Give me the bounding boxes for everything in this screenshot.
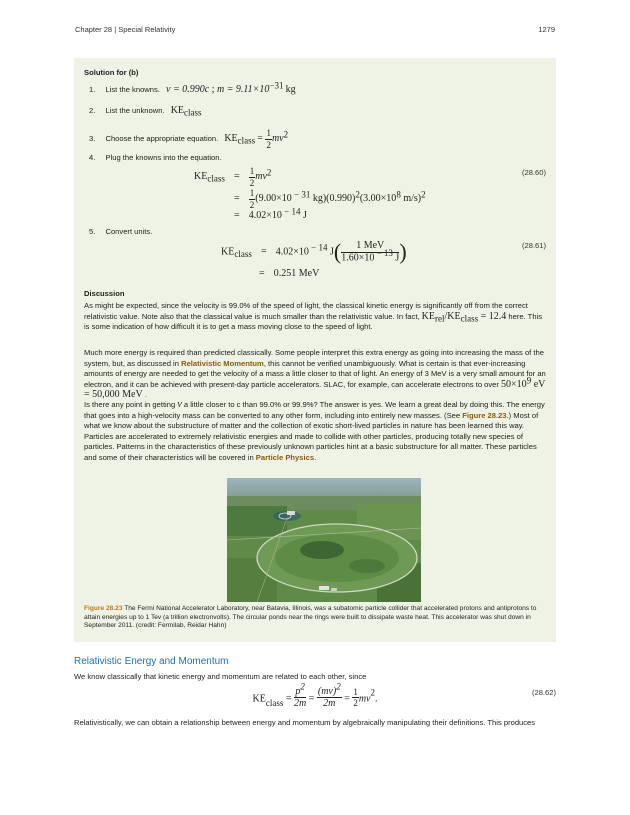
ke-symbol: KE — [221, 246, 235, 258]
equation-62: $KE_{class}$ = $\frac{p^2}{2m}$ = $\frac{(mv)^2}{2m}$ = $\frac{1}{2}$ $mv^2$. — [252, 681, 378, 709]
step-number: 5. — [89, 227, 96, 236]
line2-exponent: − 31 — [291, 189, 311, 200]
fermilab-aerial-photo — [227, 478, 421, 602]
conv-denominator: 1.60×10 — [341, 251, 375, 263]
figure-label: Figure 28.23 — [84, 605, 123, 612]
class-subscript: class — [207, 173, 225, 184]
paragraph-text: Much more energy is required than predicted classically. Some people interpret this extra energy as going into increasing the mass of the system, but, as discussed in — [84, 348, 544, 368]
chapter-header: Chapter 28 | Special Relativity — [75, 25, 176, 34]
equation-61-line-2: = 0.251 MeV — [259, 268, 320, 279]
step-number: 3. — [89, 134, 96, 144]
paragraph-text: , this cannot be verified unambiguously. What is certain is that ever-increasing amounts of energy are needed to get the velocity of a mass a little closer to that of light. An energy of 3 MeV is a very small amount for an electron, and it can be achieved with present-day particle accelerators. SLAC, for example, can accelerate electrons to over — [84, 358, 546, 389]
step-3: 3. Choose the appropriate equation. $KE_{class}$ = $\frac{1}{2}$ $mv^2$ — [89, 128, 289, 150]
line2-part-d: m/s) — [400, 193, 422, 205]
step-text: List the unknown. — [105, 106, 165, 115]
step-number: 4. — [89, 153, 96, 162]
slac-result: eV = 50,000 MeV — [84, 378, 546, 401]
line3-exponent: − 14 — [281, 206, 301, 217]
line2-part-a: (9.00×10 — [255, 193, 292, 205]
line2-exponent-2: 8 — [396, 189, 401, 200]
equation-number-61: (28.61) — [521, 241, 546, 250]
step-2 — [89, 106, 202, 117]
conv-den-exponent: − 13 — [374, 247, 393, 258]
conv-den-unit: J — [392, 251, 400, 263]
ke-symbol: KE — [224, 133, 238, 145]
example-solution-box — [74, 58, 556, 642]
step-text: Plug the knowns into the equation. — [105, 153, 222, 162]
conv-value: 4.02×10 — [275, 246, 309, 258]
paragraph-text: a little closer to c than 99.0% or 99.9%? The answer is yes. We learn a great deal by doing this. The energy that goes into a high-velocity mass can be converted to any other form, including into entirely new masses. (See — [84, 400, 545, 420]
ratio-value: 12.4 — [488, 310, 507, 322]
step-5 — [89, 227, 152, 238]
line3-value: 4.02×10 — [248, 210, 282, 221]
discussion-paragraph-2: Much more energy is required than predicted classically. Some people interpret this extra energy as going into increasing the mass of the system, but, as discussed in Relativistic Momentum, this cannot be verified unambiguously. What is certain is that ever-increasing amounts of energy are needed to get the velocity of a mass a little closer to that of light. An energy of 3 MeV is a very small amount for an electron, and it can be achieved with present-day particle accelerators. SLAC, for example, can accelerate electrons to over $50\times 10^9$ eV = 50,000 MeV . — [84, 348, 546, 401]
paragraph-text: Is there any point in getting — [84, 400, 176, 409]
paragraph-end: . — [314, 452, 317, 462]
caption-text: The Fermi National Accelerator Laboratory, near Batavia, Illinois, was a subatomic particle collider that accelerated protons and antiprotons to attain energies up to 1 Tev (a trillion electronvolts). The circular ponds near the rings were built to dissipate waste heat. This accelerator was shut down in September 2011. (credit: Fermilab, Reidar Hahn) — [84, 605, 537, 629]
ke-symbol: KE — [194, 171, 208, 183]
rel-subscript: rel — [435, 313, 445, 324]
section-outro: Relativistically, we can obtain a relationship between energy and momentum by algebraically manipulating their definitions. This produces — [74, 718, 536, 727]
step-text: Convert units. — [105, 227, 153, 236]
figure-28-23-link[interactable]: Figure 28.23 — [462, 410, 507, 420]
conv-numerator: 1 MeV — [341, 241, 399, 253]
class-subscript: class — [234, 248, 252, 259]
discussion-title: Discussion — [84, 289, 125, 298]
step-text: List the knowns. — [105, 85, 160, 94]
line3-unit: J — [300, 210, 307, 221]
equation-number-62: (28.62) — [531, 688, 556, 697]
particle-physics-link[interactable]: Particle Physics — [255, 452, 315, 462]
step-number: 2. — [89, 106, 96, 115]
mass-exponent: −31 — [269, 80, 284, 91]
equation-61-line-1: $KE_{class} = 4.02\times 10$ $^{- 14}$ J( $\frac{\text{1 MeV}}{1.60\times 10 ^{- 13} J}$ ) — [221, 238, 407, 264]
equation-60-line-1: $KE_{class}$ = $\frac{1}{2}$ $mv^2$ — [194, 166, 272, 188]
solution-title: Solution for (b) — [84, 68, 139, 77]
step-text: Choose the appropriate equation. — [105, 134, 219, 144]
paragraph-text: .) Most of what we know about the substructure of matter and the collection of exotic short-lived particles in nature has been learned this way. Particles are accelerated to extremely relativistic energies and made to collide with other particles, producing totally new species of particles. Patterns in the characteristics of these previously unknown particles hint at a basic substructure for all matter. These particles and some of their characteristics will be covered in — [84, 410, 539, 462]
discussion-paragraph-1: As might be expected, since the velocity is 99.0% of the speed of light, the classical kinetic energy is significantly off from the correct relativistic value. Note also that the classical value is much smaller than the relativistic value. In fact, $KE_{rel}/KE_{class} = 12.4$ here. This is some indication of how difficult it is to get a mass moving close to the speed of light. — [84, 301, 543, 332]
conv-exponent: − 14 — [308, 242, 328, 253]
equation-number-60: (28.60) — [521, 168, 546, 177]
ke-symbol: KE — [447, 310, 461, 322]
known-mass: m = 9.11×10 — [216, 84, 270, 95]
class-subscript: class — [265, 697, 284, 708]
line2-part-c: (3.00×10 — [359, 193, 397, 205]
conv-result: 0.251 MeV — [273, 268, 320, 279]
paragraph-text: As might be expected, since the velocity is 99.0% of the speed of light, the classical kinetic energy is significantly off from the correct relativistic value. Note also that the classical value is much smaller than the relativistic value. In fact, — [84, 301, 528, 321]
known-velocity: v = 0.990c — [166, 84, 210, 95]
relativistic-momentum-link[interactable]: Relativistic Momentum — [181, 358, 264, 368]
step-number: 1. — [89, 85, 96, 94]
mass-unit: kg — [285, 84, 296, 95]
step-1: 1. List the knowns. v = 0.990c ; $m = 9.11\times 10^{-31}$ kg — [89, 80, 296, 95]
page-number: 1279 — [538, 25, 555, 34]
equation-60-line-3: = 4.02×10 $^{- 14}$ J — [234, 206, 307, 221]
slac-exponent: 9 — [526, 375, 532, 386]
section-intro: We know classically that kinetic energy and momentum are related to each other, since — [74, 672, 367, 681]
step-4 — [89, 153, 222, 164]
paragraph-text: here. This is some indication of how difficult it is to get a mass moving close to the speed of light. — [84, 311, 543, 332]
ke-symbol: KE — [170, 105, 185, 116]
figure-caption — [84, 605, 546, 631]
slac-value: 50×10 — [501, 378, 527, 390]
class-subscript: class — [184, 107, 202, 118]
ke-symbol: KE — [252, 693, 266, 705]
ke-symbol: KE — [421, 310, 436, 322]
discussion-paragraph-3: Is there any point in getting v a little closer to c than 99.0% or 99.9%? The answer is yes. We learn a great deal by doing this. The energy that goes into a high-velocity mass can be converted to any other form, including into entirely new masses. (See Figure 28.23.) Most of what we know about the substructure of matter and the collection of exotic short-lived particles in nature has been learned this way. Particles are accelerated to extremely relativistic energies and made to collide with other particles, producing totally new species of particles. Patterns in the characteristics of these previously unknown particles hint at a basic substructure for all matter. These particles and some of their characteristics will be covered in Particle Physics. — [84, 399, 545, 462]
line2-part-b: kg)(0.990) — [310, 193, 356, 205]
class-subscript: class — [237, 135, 256, 146]
class-subscript: class — [460, 313, 479, 324]
section-heading: Relativistic Energy and Momentum — [74, 656, 229, 667]
equation-60-line-2: = $\frac{1}{2}$ (9.00×10 $^{- 31}$ $kg)(0.990)^2(3.00\times 10^8$ m/s)$^2$ — [234, 188, 426, 210]
